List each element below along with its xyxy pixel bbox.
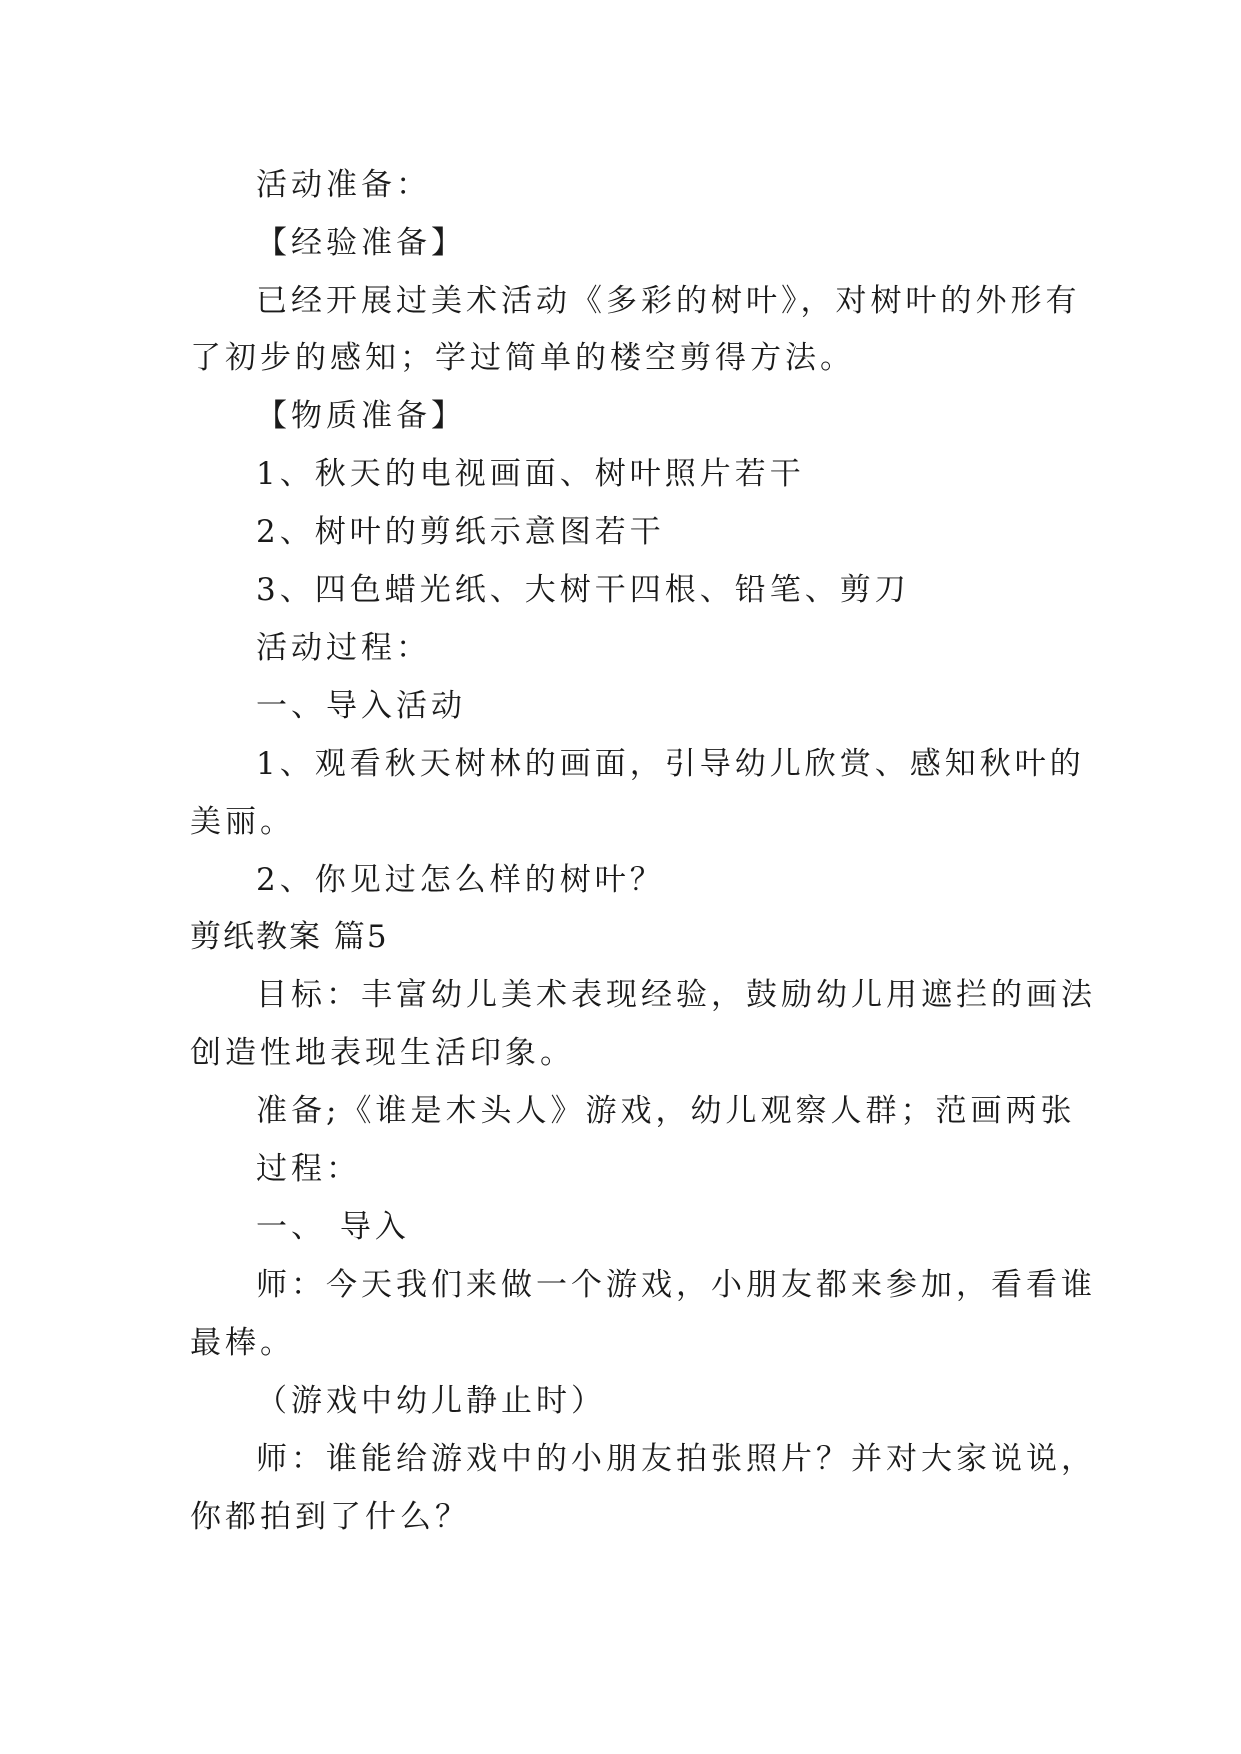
paragraph-goal-line-1: 目标：丰富幼儿美术表现经验，鼓励幼儿用遮拦的画法 [256,977,1096,1013]
list-item-material-3: 3、四色蜡光纸、大树干四根、铅笔、剪刀 [256,572,910,608]
paragraph-activity-prep-heading: 活动准备： [256,167,431,203]
paragraph-material-prep-heading: 【物质准备】 [256,398,466,434]
paragraph-teacher-question-line-2: 你都拍到了什么？ [190,1499,470,1535]
list-item-material-1: 1、秋天的电视画面、树叶照片若干 [256,456,805,492]
section-title-lesson-5: 剪纸教案 篇5 [190,919,389,955]
list-item-step-2: 2、你见过怎么样的树叶？ [256,862,665,898]
paragraph-goal-line-2: 创造性地表现生活印象。 [190,1035,575,1071]
list-item-material-2: 2、树叶的剪纸示意图若干 [256,514,665,550]
paragraph-teacher-line-1: 师：今天我们来做一个游戏，小朋友都来参加，看看谁 [256,1267,1096,1303]
paragraph-intro-heading: 一、 导入 [256,1209,410,1245]
paragraph-section-intro-heading: 一、导入活动 [256,688,466,724]
paragraph-preparation: 准备;《谁是木头人》游戏，幼儿观察人群；范画两张 [256,1093,1076,1129]
list-item-step-1-line-2: 美丽。 [190,804,295,840]
paragraph-stage-note: （游戏中幼儿静止时） [256,1383,606,1419]
paragraph-activity-process-heading: 活动过程： [256,630,431,666]
list-item-step-1-line-1: 1、观看秋天树林的画面，引导幼儿欣赏、感知秋叶的 [256,746,1085,782]
paragraph-teacher-question-line-1: 师：谁能给游戏中的小朋友拍张照片？并对大家说说， [256,1441,1096,1477]
paragraph-experience-line-1: 已经开展过美术活动《多彩的树叶》，对树叶的外形有 [256,283,1081,319]
paragraph-experience-line-2: 了初步的感知；学过简单的楼空剪得方法。 [190,340,855,376]
paragraph-process-heading: 过程： [256,1151,361,1187]
paragraph-experience-prep-heading: 【经验准备】 [256,225,466,261]
paragraph-teacher-line-2: 最棒。 [190,1325,295,1361]
